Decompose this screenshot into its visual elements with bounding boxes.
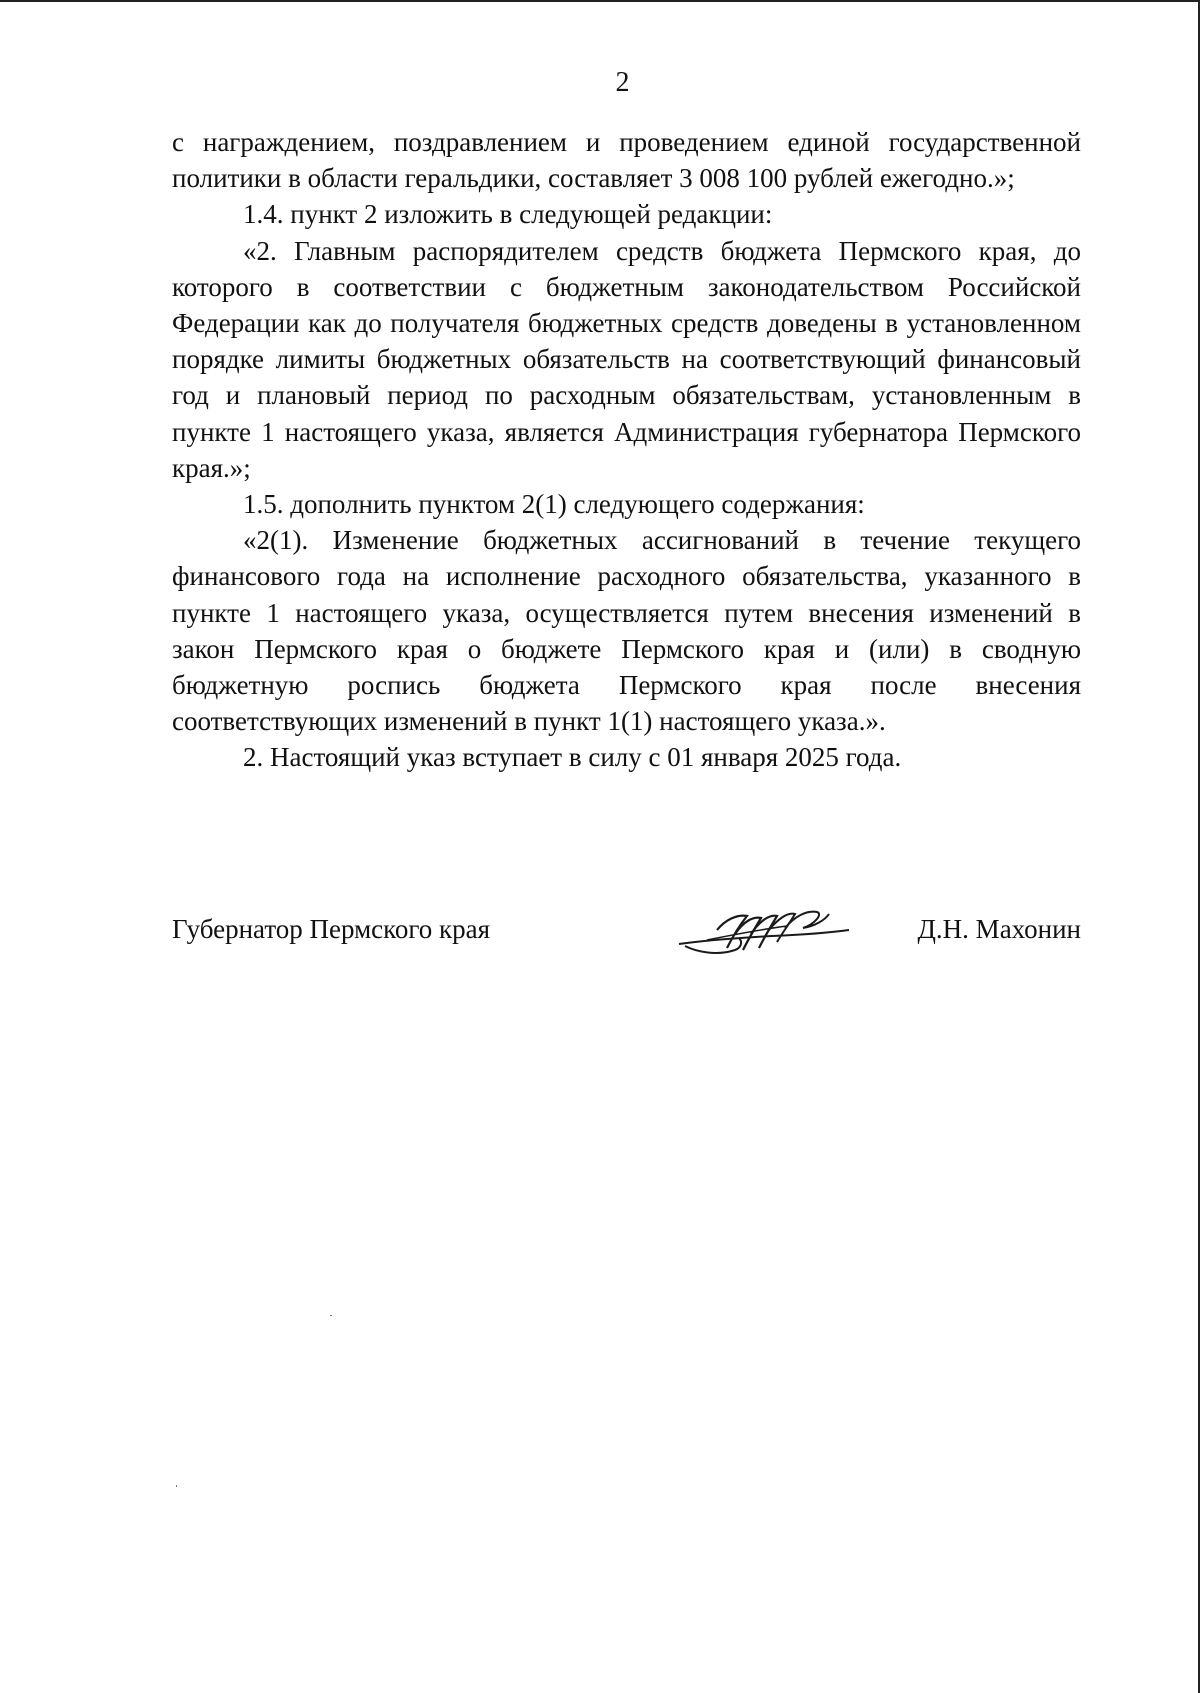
paragraph-continuation: с награждением, поздравлением и проведением единой государственной политики в области геральдики, составляет 3 008 100 рублей ежегодно.»; <box>172 127 1081 194</box>
paragraph-item-1-4: 1.4. пункт 2 изложить в следующей редакции: <box>243 199 773 230</box>
signatory-name: Д.Н. Махонин <box>917 914 1081 944</box>
handwritten-signature <box>677 900 852 960</box>
document-body <box>172 124 1081 776</box>
paragraph-item-2: 2. Настоящий указ вступает в силу с 01 января 2025 года. <box>243 742 902 773</box>
signature-block <box>172 900 1081 970</box>
paragraph-item-1-5: 1.5. дополнить пунктом 2(1) следующего содержания: <box>243 489 865 520</box>
scan-speck <box>330 1315 332 1316</box>
signatory-title: Губернатор Пермского края <box>172 914 491 944</box>
scan-speck <box>176 1485 177 1487</box>
page-number: 2 <box>615 67 630 98</box>
paragraph-quote-point-2-1: «2(1). Изменение бюджетных ассигнований в течение текущего финансового года на исполнение расходного обязательства, указанного в пункте 1 настоящего указа, осуществляется путем внесения изменений в закон Пермского края о бюджете Пермского края и (или) в сводную бюджетную роспись бюджета Пермского края после внесения соответствующих изменений в пункт 1(1) настоящего указа.». <box>172 525 1081 737</box>
paragraph-quote-point-2: «2. Главным распорядителем средств бюджета Пермского края, до которого в соответствии с бюджетным законодательством Российской Федерации как до получателя бюджетных средств доведены в установленном порядке лимиты бюджетных обязательств на соответствующий финансовый год и плановый период по расходным обязательствам, установленным в пункте 1 настоящего указа, является Администрация губернатора Пермского края.»; <box>172 235 1081 483</box>
